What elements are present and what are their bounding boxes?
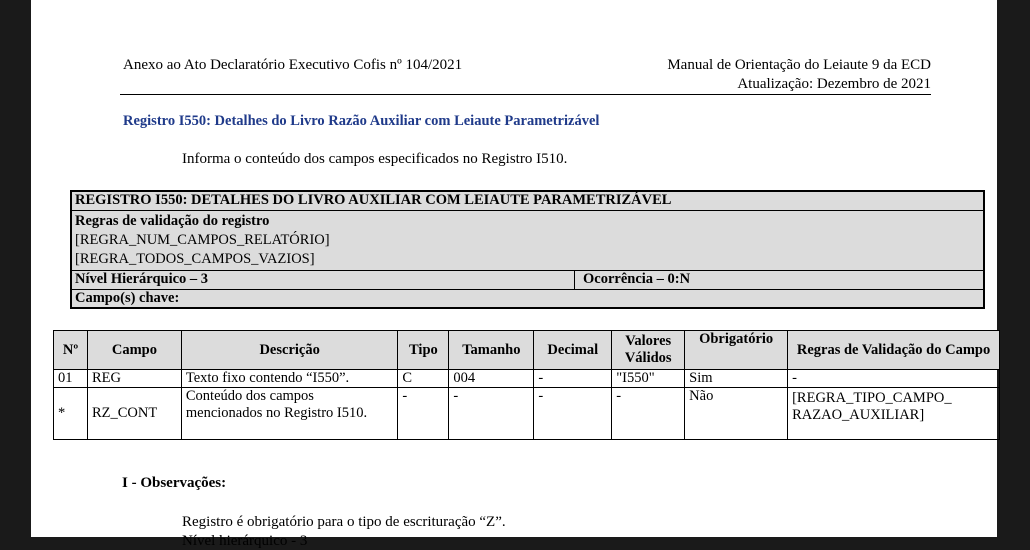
header-rule — [120, 94, 931, 95]
col-header-obrigatorio: Obrigatório — [685, 331, 788, 370]
rules-label: Regras de validação do registro — [75, 213, 270, 229]
register-key-row — [72, 290, 983, 309]
section-title: Registro I550: Detalhes do Livro Razão Auxiliar com Leiaute Parametrizável — [123, 113, 600, 129]
rule-item: [REGRA_NUM_CAMPOS_RELATÓRIO] — [75, 232, 330, 248]
cell-campo: REG — [87, 370, 181, 388]
header-right-title: Manual de Orientação do Leiaute 9 da ECD — [667, 57, 931, 73]
table-header-row — [54, 331, 1000, 370]
col-header-num: Nº — [54, 331, 88, 370]
intro-text: Informa o conteúdo dos campos especificados no Registro I510. — [182, 151, 568, 167]
col-header-regras: Regras de Validação do Campo — [788, 331, 1000, 370]
col-header-descricao: Descrição — [181, 331, 398, 370]
cell-campo: RZ_CONT — [87, 388, 181, 440]
register-box — [70, 190, 985, 309]
fields-table — [53, 330, 1000, 440]
register-rules — [72, 211, 330, 270]
cell-regras: - — [788, 370, 1000, 388]
cell-tipo: - — [398, 388, 449, 440]
cell-descricao: Conteúdo dos campos mencionados no Registro I510. — [181, 388, 398, 440]
register-rules-row — [72, 211, 983, 271]
cell-tipo: C — [398, 370, 449, 388]
observations-text-cut: Nível hierárquico - 3 — [182, 533, 308, 549]
table-row — [54, 388, 1000, 440]
header-left: Anexo ao Ato Declaratório Executivo Cofis nº 104/2021 — [123, 57, 463, 73]
register-level-row — [72, 271, 983, 290]
cell-tamanho: 004 — [449, 370, 534, 388]
observations-text: Registro é obrigatório para o tipo de escrituração “Z”. — [182, 514, 506, 530]
col-header-decimal: Decimal — [534, 331, 612, 370]
key-fields: Campo(s) chave: — [75, 290, 180, 306]
register-title: REGISTRO I550: DETALHES DO LIVRO AUXILIAR COM LEIAUTE PARAMETRIZÁVEL — [75, 192, 672, 208]
cell-tamanho: - — [449, 388, 534, 440]
cell-decimal: - — [534, 388, 612, 440]
document-page — [31, 0, 997, 549]
header-right-update: Atualização: Dezembro de 2021 — [737, 76, 931, 92]
cell-obrigatorio: Não — [685, 388, 788, 440]
cell-regras: [REGRA_TIPO_CAMPO_ RAZAO_AUXILIAR] — [788, 388, 1000, 440]
rule-item: [REGRA_TODOS_CAMPOS_VAZIOS] — [75, 251, 315, 267]
cell-num: * — [54, 388, 88, 440]
cell-num: 01 — [54, 370, 88, 388]
observations-title: I - Observações: — [122, 475, 227, 491]
table-row — [54, 370, 1000, 388]
col-header-campo: Campo — [87, 331, 181, 370]
hierarchy-level: Nível Hierárquico – 3 — [72, 271, 575, 289]
col-header-valores: Valores Válidos — [612, 331, 685, 370]
col-header-tamanho: Tamanho — [449, 331, 534, 370]
occurrence: Ocorrência – 0:N — [583, 271, 691, 287]
cell-obrigatorio: Sim — [685, 370, 788, 388]
cell-descricao: Texto fixo contendo “I550”. — [181, 370, 398, 388]
cell-decimal: - — [534, 370, 612, 388]
cell-valores: - — [612, 388, 685, 440]
cell-valores: "I550" — [612, 370, 685, 388]
register-title-row — [72, 192, 983, 211]
col-header-tipo: Tipo — [398, 331, 449, 370]
